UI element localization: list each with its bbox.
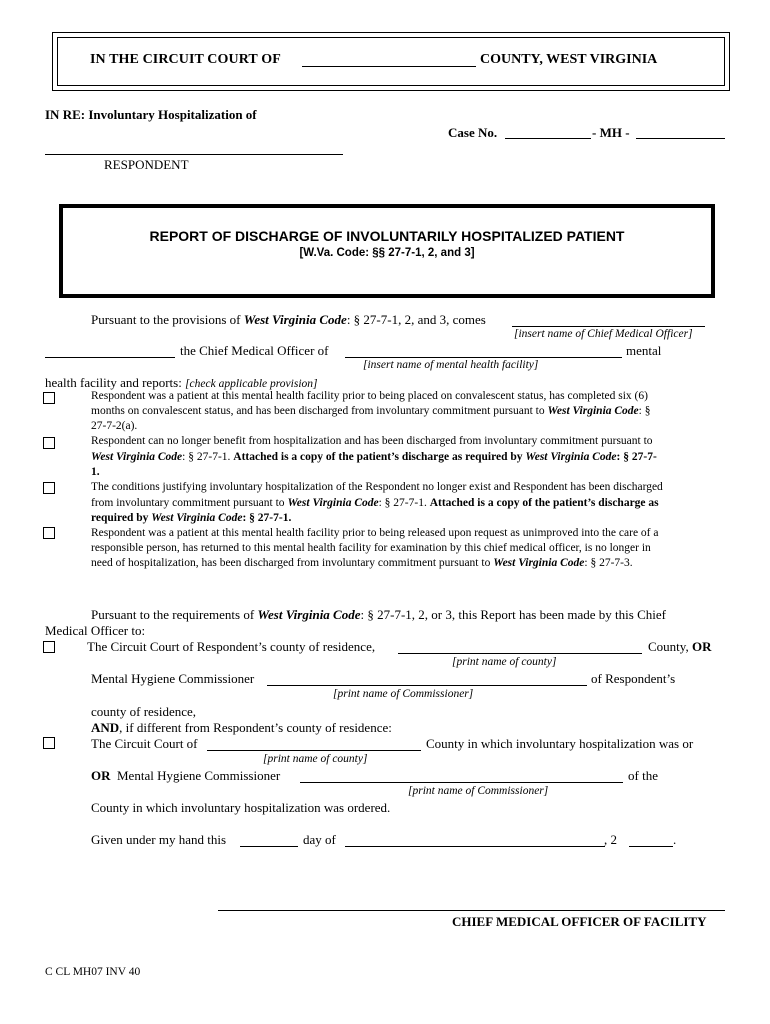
provision-3-section-2: : § 27-7-1. bbox=[242, 512, 292, 524]
mh-number-blank[interactable] bbox=[636, 138, 725, 139]
provision-3-checkbox[interactable] bbox=[43, 482, 55, 494]
hint-county-2: [print name of county] bbox=[263, 753, 368, 765]
title-box bbox=[59, 204, 715, 298]
court-suffix: COUNTY, WEST VIRGINIA bbox=[480, 52, 658, 67]
county-label: County, bbox=[648, 639, 689, 654]
reports-line bbox=[45, 375, 318, 391]
or-label: OR bbox=[691, 639, 712, 654]
county-ordered-label: County in which involuntary hospitalization was ordered. bbox=[91, 800, 391, 815]
report-citation: [W.Va. Code: §§ 27-7-1, 2, and 3] bbox=[299, 247, 475, 259]
report-text-mid: : § 27-7-1, 2, or 3, this Report has been made by this Chief bbox=[360, 607, 666, 622]
day-of-label: day of bbox=[303, 832, 336, 847]
intro-text-mid: : § 27-7-1, 2, and 3, comes bbox=[346, 312, 486, 327]
intro-code: West Virginia Code bbox=[243, 312, 347, 327]
case-number-blank[interactable] bbox=[505, 138, 591, 139]
intro-text-start: Pursuant to the provisions of bbox=[91, 312, 241, 327]
intro-line-1 bbox=[91, 312, 486, 328]
circuit-court-2-label: The Circuit Court of bbox=[91, 736, 198, 751]
provision-3-line-3 bbox=[91, 512, 291, 524]
provision-3-text: from involuntary commitment pursuant to bbox=[91, 497, 285, 509]
other-county-checkbox[interactable] bbox=[43, 737, 55, 749]
hint-county: [print name of county] bbox=[452, 656, 557, 668]
form-code: C CL MH07 INV 40 bbox=[45, 966, 141, 978]
cmo-of-label: the Chief Medical Officer of bbox=[180, 343, 329, 358]
provision-3-line-2 bbox=[91, 497, 659, 509]
if-different-label: , if different from Respondent’s county of residence: bbox=[119, 720, 392, 735]
hint-commissioner: [print name of Commissioner] bbox=[333, 688, 474, 700]
mhc-2-label: Mental Hygiene Commissioner bbox=[117, 768, 281, 783]
report-line-2: Medical Officer to: bbox=[45, 623, 146, 638]
provision-3-code: West Virginia Code bbox=[287, 497, 379, 509]
facility-name-blank[interactable] bbox=[345, 357, 622, 358]
provision-1-section: : § bbox=[638, 405, 651, 417]
provision-2-line-1: Respondent can no longer benefit from hospitalization and has been discharged from involuntary commitment pursuant to bbox=[91, 435, 653, 447]
year-period: . bbox=[673, 832, 677, 847]
court-prefix: IN THE CIRCUIT COURT OF bbox=[90, 52, 281, 67]
provision-2-attached: Attached is a copy of the patient’s discharge as required by bbox=[233, 451, 523, 463]
provision-4-line-3 bbox=[91, 557, 633, 569]
commissioner-name-blank[interactable] bbox=[267, 685, 587, 686]
other-county-blank[interactable] bbox=[207, 750, 421, 751]
provision-1-checkbox[interactable] bbox=[43, 392, 55, 404]
mhc-2-line bbox=[91, 768, 280, 784]
provision-3-code-2: West Virginia Code bbox=[151, 512, 243, 524]
and-label: AND bbox=[91, 720, 120, 735]
in-re-label: IN RE: Involuntary Hospitalization of bbox=[45, 107, 257, 122]
provision-1-code: West Virginia Code bbox=[547, 405, 639, 417]
provision-2-code-2: West Virginia Code bbox=[525, 451, 617, 463]
provision-2-section: : § 27-7-1. bbox=[182, 451, 231, 463]
provision-1-text: months on convalescent status, and has been discharged from involuntary commitment pursuant to bbox=[91, 405, 545, 417]
circuit-county-blank[interactable] bbox=[398, 653, 642, 654]
mental-label: mental bbox=[626, 343, 662, 358]
provision-2-checkbox[interactable] bbox=[43, 437, 55, 449]
provision-1-line-3: 27-7-2(a). bbox=[91, 420, 138, 432]
county-invol-label: County in which involuntary hospitalization was or bbox=[426, 736, 694, 751]
year-prefix: , 2 bbox=[604, 832, 617, 847]
signature-line[interactable] bbox=[218, 910, 725, 911]
report-code: West Virginia Code bbox=[257, 607, 361, 622]
report-text-start: Pursuant to the requirements of bbox=[91, 607, 255, 622]
county-name-blank[interactable] bbox=[302, 66, 476, 67]
county-or bbox=[648, 639, 711, 655]
provision-3-attached: Attached is a copy of the patient’s discharge as bbox=[429, 497, 659, 509]
and-line bbox=[91, 720, 392, 736]
cmo-name-blank-2[interactable] bbox=[45, 357, 175, 358]
hint-cmo: [insert name of Chief Medical Officer] bbox=[514, 328, 693, 340]
provision-4-line-2: responsible person, has returned to this mental health facility for examination by this chief medical officer, is no longer in bbox=[91, 542, 651, 554]
provision-4-text: need of hospitalization, has been discharged from involuntary commitment pursuant to bbox=[91, 557, 491, 569]
day-blank[interactable] bbox=[240, 846, 298, 847]
hint-commissioner-2: [print name of Commissioner] bbox=[408, 785, 549, 797]
circuit-court-checkbox[interactable] bbox=[43, 641, 55, 653]
provision-4-checkbox[interactable] bbox=[43, 527, 55, 539]
mhc-label: Mental Hygiene Commissioner bbox=[91, 671, 255, 686]
mh-label: - MH - bbox=[592, 125, 630, 140]
provision-3-line-1: The conditions justifying involuntary hospitalization of the Respondent no longer exist and Respondent has been discharged bbox=[91, 481, 663, 493]
year-blank[interactable] bbox=[629, 846, 673, 847]
report-line-1 bbox=[91, 607, 666, 623]
provision-3-required: required by bbox=[91, 512, 149, 524]
report-title: REPORT OF DISCHARGE OF INVOLUNTARILY HOSPITALIZED PATIENT bbox=[149, 228, 625, 244]
provision-4-section: : § 27-7-3. bbox=[584, 557, 633, 569]
of-respondent-label: of Respondent’s bbox=[591, 671, 676, 686]
given-label: Given under my hand this bbox=[91, 832, 227, 847]
provision-2-code: West Virginia Code bbox=[91, 451, 183, 463]
provision-2-section-2: : § 27-7- bbox=[616, 451, 657, 463]
hint-check: [check applicable provision] bbox=[185, 378, 318, 390]
month-blank[interactable] bbox=[345, 846, 605, 847]
provision-2-line-2 bbox=[91, 451, 657, 463]
cmo-name-blank[interactable] bbox=[512, 326, 705, 327]
provision-3-section: : § 27-7-1. bbox=[378, 497, 427, 509]
provision-1-line-1: Respondent was a patient at this mental health facility prior to being placed on convalescent status, has completed six (6) bbox=[91, 390, 648, 402]
provision-2-tail: 1. bbox=[91, 466, 100, 478]
hint-facility: [insert name of mental health facility] bbox=[363, 359, 539, 371]
court-heading bbox=[90, 52, 281, 68]
provision-4-code: West Virginia Code bbox=[493, 557, 585, 569]
commissioner-2-blank[interactable] bbox=[300, 782, 623, 783]
provision-4-line-1: Respondent was a patient at this mental health facility prior to being released upon request as unimproved into the care of a bbox=[91, 527, 659, 539]
county-residence-label: county of residence, bbox=[91, 704, 197, 719]
provision-1-line-2 bbox=[91, 405, 651, 417]
reports-label: health facility and reports: bbox=[45, 375, 182, 390]
signature-label: CHIEF MEDICAL OFFICER OF FACILITY bbox=[452, 914, 707, 929]
respondent-name-blank[interactable] bbox=[45, 154, 343, 155]
respondent-label: RESPONDENT bbox=[104, 157, 189, 172]
circuit-court-label: The Circuit Court of Respondent’s county of residence, bbox=[87, 639, 376, 654]
provision-2-line-3 bbox=[91, 466, 100, 478]
of-the-label: of the bbox=[628, 768, 658, 783]
or-2-label: OR bbox=[91, 768, 111, 783]
case-no-label: Case No. bbox=[448, 125, 498, 140]
